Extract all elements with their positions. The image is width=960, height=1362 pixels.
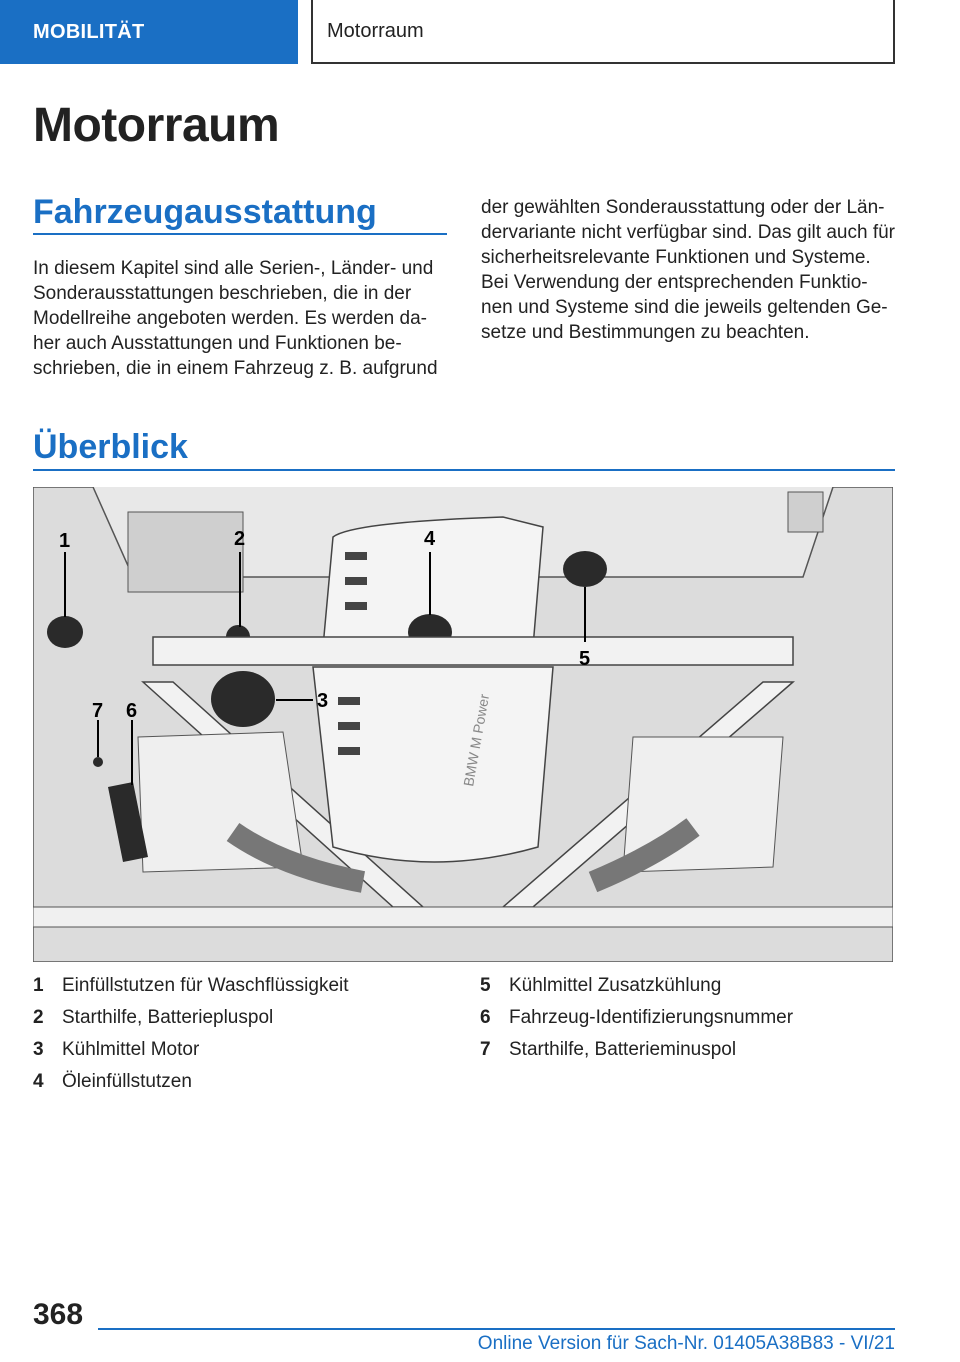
page-number: 368 [33,1298,84,1331]
legend-number: 6 [480,1007,491,1028]
footer-rule [98,1328,895,1330]
overview-heading-rule [33,469,895,471]
chapter-tab-label: Motorraum [327,19,424,42]
legend-text: Kühlmittel Motor [62,1039,200,1060]
callout-5: 5 [579,648,591,670]
legend-item [33,1066,349,1098]
legend-text: Kühlmittel Zusatzkühlung [509,975,722,996]
engine-bay-illustration [33,487,893,962]
page-title: Motorraum [33,99,280,152]
legend-text: Starthilfe, Batterieminuspol [509,1039,737,1060]
legend-item [33,970,349,1002]
callout-3: 3 [317,690,329,712]
legend-right [480,970,793,1066]
legend-number: 1 [33,975,44,996]
section-tab[interactable] [0,0,298,64]
legend-left [33,970,349,1098]
equipment-heading: Fahrzeugausstattung [33,193,377,231]
legend-text: Einfüllstutzen für Waschflüssigkeit [62,975,349,996]
legend-number: 5 [480,975,491,996]
legend-number: 4 [33,1071,44,1092]
equipment-text-col2: der gewählten Sonderausstattung oder der Län- dervariante nicht verfügbar sind. Das gilt auch für sicherheitsrelevante Funktionen und Systeme. Bei Verwendung der entsprechenden Funktio- nen und Systeme sind die jeweils geltenden Ge- setze und Bestimmungen zu beachten. [481,197,895,343]
legend-number: 7 [480,1039,491,1060]
legend-item [480,970,793,1002]
legend-item [480,1034,793,1066]
callout-7: 7 [92,700,104,722]
section-tab-label: MOBILITÄT [33,20,145,43]
callout-1: 1 [59,530,71,552]
legend-text: Fahrzeug-Identifizierungsnummer [509,1007,794,1028]
legend-number: 2 [33,1007,44,1028]
equipment-text-col1: In diesem Kapitel sind alle Serien-, Länder- und Sonderausstattungen beschrieben, die in der Modellreihe angeboten werden. Es werden da- her auch Ausstattungen und Funktionen be- schrieben, die in einem Fahrzeug z. B. aufgrund [33,258,438,379]
legend-number: 3 [33,1039,44,1060]
engine-cover-text: BMW M Power [460,692,493,788]
legend-item [33,1034,349,1066]
callout-2: 2 [234,528,246,550]
legend-item [33,1002,349,1034]
legend-text: Öleinfüllstutzen [62,1071,192,1092]
overview-heading: Überblick [33,428,188,466]
equipment-heading-rule [33,233,447,235]
footer-version-link[interactable]: Online Version für Sach-Nr. 01405A38B83 - VI/21 [477,1333,895,1354]
callout-4: 4 [424,528,436,550]
legend-text: Starthilfe, Batteriepluspol [62,1007,274,1028]
legend-item [480,1002,793,1034]
callout-6: 6 [126,700,138,722]
chapter-tab[interactable] [311,0,895,64]
